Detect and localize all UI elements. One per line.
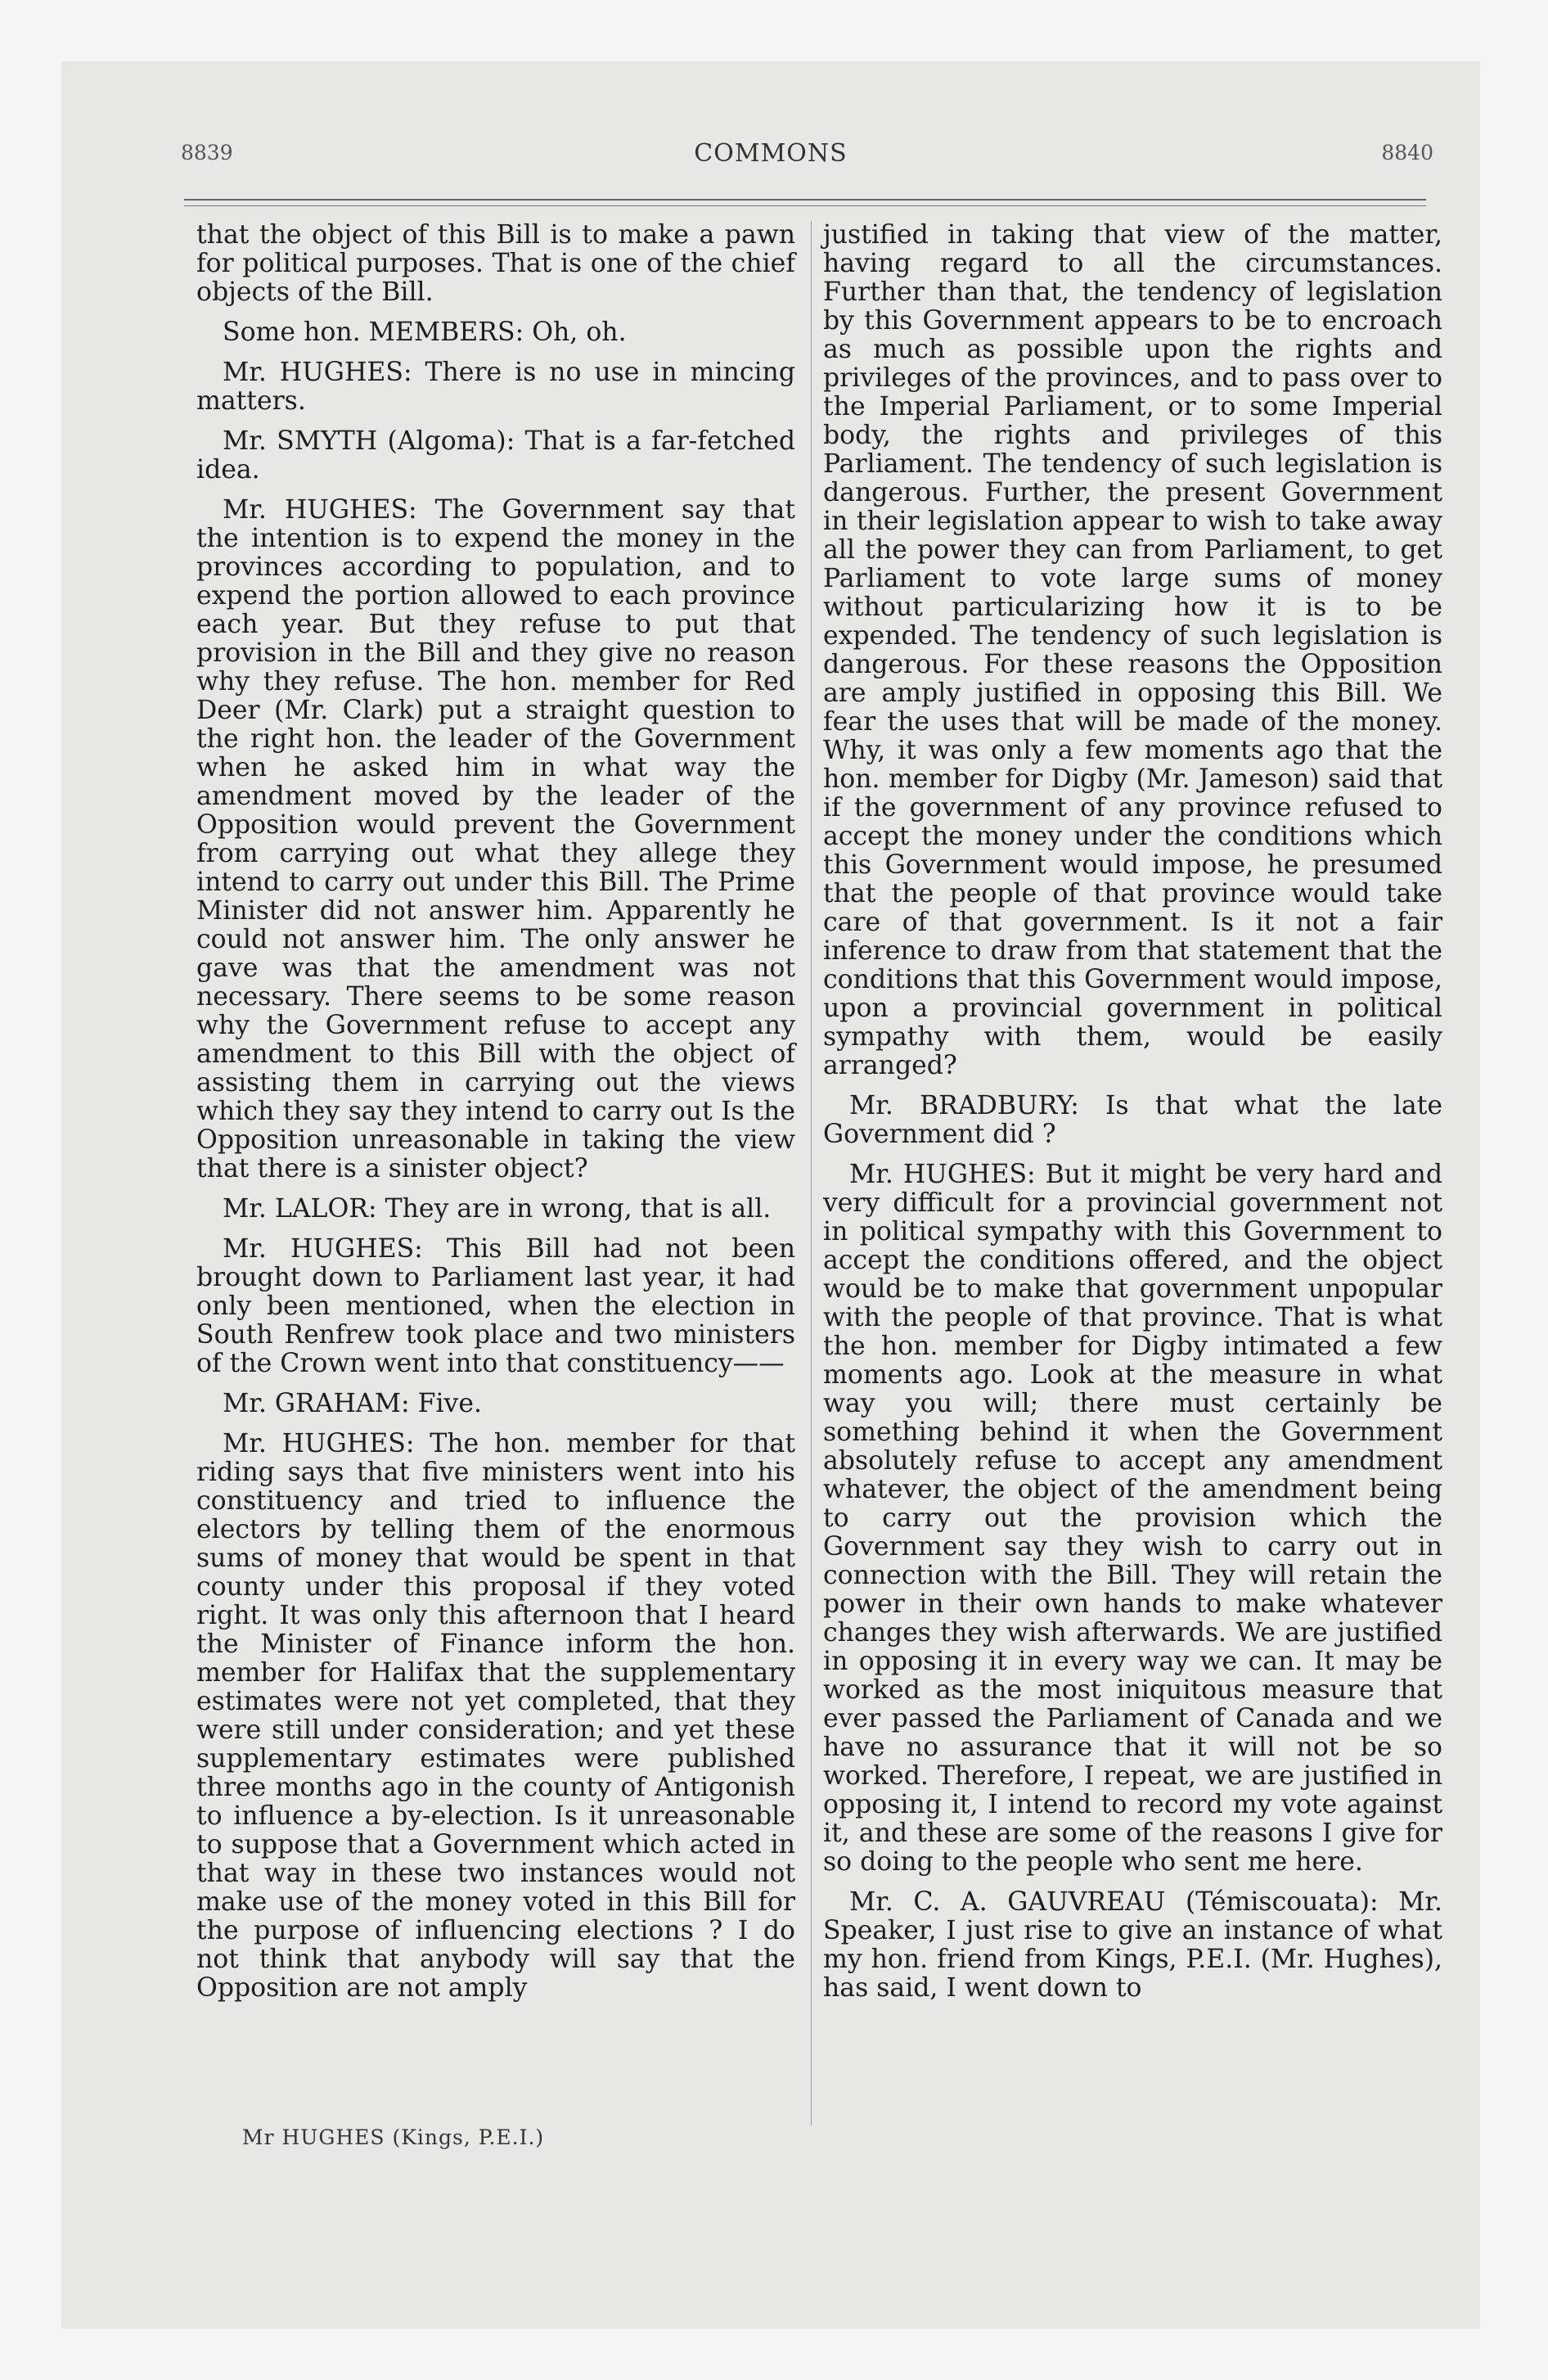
page-number-left: 8839 xyxy=(181,141,233,165)
paragraph: that the object of this Bill is to make a pawn for political purposes. That is one of the chief objects of the Bill. xyxy=(196,220,795,307)
footer-signature: Mr HUGHES (Kings, P.E.I.) xyxy=(242,2125,545,2149)
paragraph: Mr. HUGHES: But it might be very hard and very difficult for a provincial government not in political sympathy with this Government to accept the conditions offered, and the object would be to make that government unpopular with the people of that province. That is what the hon. member for Digby intimated a few moments ago. Look at the measure in what way you will; there must certainly be something behind it when the Government absolutely refuse to accept any amendment whatever, the object of the amendment being to carry out the provision which the Government say they wish to carry out in connection with the Bill. They will retain the power in their own hands to make whatever changes they wish afterwards. We are justified in opposing it in every way we can. It may be worked as the most iniquitous measure that ever passed the Parliament of Canada and we have no assurance that it will not be so worked. Therefore, I repeat, we are justified in opposing it, I intend to record my vote against it, and these are some of the reasons I give for so doing to the people who sent me here. xyxy=(823,1160,1442,1877)
paragraph: Mr. HUGHES: The Government say that the intention is to expend the money in the provinces according to population, and to expend the portion allowed to each province each year. But they refuse to put that provision in the Bill and they give no reason why they refuse. The hon. member for Red Deer (Mr. Clark) put a straight question to the right hon. the leader of the Government when he asked him in what way the amendment moved by the leader of the Opposition would prevent the Government from carrying out what they allege they intend to carry out under this Bill. The Prime Minister did not answer him. Apparently he could not answer him. The only answer he gave was that the amendment was not necessary. There seems to be some reason why the Government refuse to accept any amendment to this Bill with the object of assisting them in carrying out the views which they say they intend to carry out Is the Opposition unreasonable in taking the view that there is a sinister object? xyxy=(196,495,795,1183)
right-column xyxy=(823,221,1442,2014)
paragraph: Mr. SMYTH (Algoma): That is a far-fetched idea. xyxy=(196,426,795,485)
paragraph: Mr. HUGHES: This Bill had not been brought down to Parliament last year, it had only been mentioned, when the election in South Renfrew took place and two ministers of the Crown went into that constituency—— xyxy=(196,1234,795,1378)
paragraph: Some hon. MEMBERS: Oh, oh. xyxy=(223,318,627,347)
left-column xyxy=(196,221,795,2014)
column-divider xyxy=(811,221,812,2125)
paragraph: Mr. LALOR: They are in wrong, that is all. xyxy=(223,1194,772,1224)
paragraph: justified in taking that view of the matter, having regard to all the circumstances. Further than that, the tendency of legislation by this Government appears to be to encroach as much as possible upon the rights and privileges of the provinces, and to pass over to the Imperial Parliament, or to some Imperial body, the rights and privileges of this Parliament. The tendency of such legislation is dangerous. Further, the present Government in their legislation appear to wish to take away all the power they can from Parliament, to get Parliament to vote large sums of money without particularizing how it is to be expended. The tendency of such legislation is dangerous. For these reasons the Opposition are amply justified in opposing this Bill. We fear the uses that will be made of the money. Why, it was only a few moments ago that the hon. member for Digby (Mr. Jameson) said that if the government of any province refused to accept the money under the conditions which this Government would impose, he presumed that the people of that province would take care of that government. Is it not a fair inference to draw from that statement that the conditions that this Government would impose, upon a provincial government in political sympathy with them, would be easily arranged? xyxy=(823,220,1442,1080)
page-number-right: 8840 xyxy=(1381,141,1433,165)
header-rule-thin xyxy=(184,205,1426,206)
paragraph: Mr. C. A. GAUVREAU (Témiscouata): Mr. Speaker, I just rise to give an instance of what my hon. friend from Kings, P.E.I. (Mr. Hughes), has said, I went down to xyxy=(823,1887,1442,2003)
paragraph: Mr. HUGHES: The hon. member for that riding says that five ministers went into his constituency and tried to influence the electors by telling them of the enormous sums of money that would be spent in that county under this proposal if they voted right. It was only this afternoon that I heard the Minister of Finance inform the hon. member for Halifax that the supplementary estimates were not yet completed, that they were still under consideration; and yet these supplementary estimates were published three months ago in the county of Antigonish to influence a by-election. Is it unreasonable to suppose that a Government which acted in that way in these two instances would not make use of the money voted in this Bill for the purpose of influencing elections ? I do not think that anybody will say that the Opposition are not amply xyxy=(196,1429,795,2003)
paragraph: Mr. GRAHAM: Five. xyxy=(223,1389,482,1418)
page-title: COMMONS xyxy=(694,139,848,168)
header-rule xyxy=(184,199,1426,201)
paragraph: Mr. HUGHES: There is no use in mincing matters. xyxy=(196,358,795,416)
page-header xyxy=(61,141,1480,174)
paragraph: Mr. BRADBURY: Is that what the late Government did ? xyxy=(823,1091,1442,1149)
